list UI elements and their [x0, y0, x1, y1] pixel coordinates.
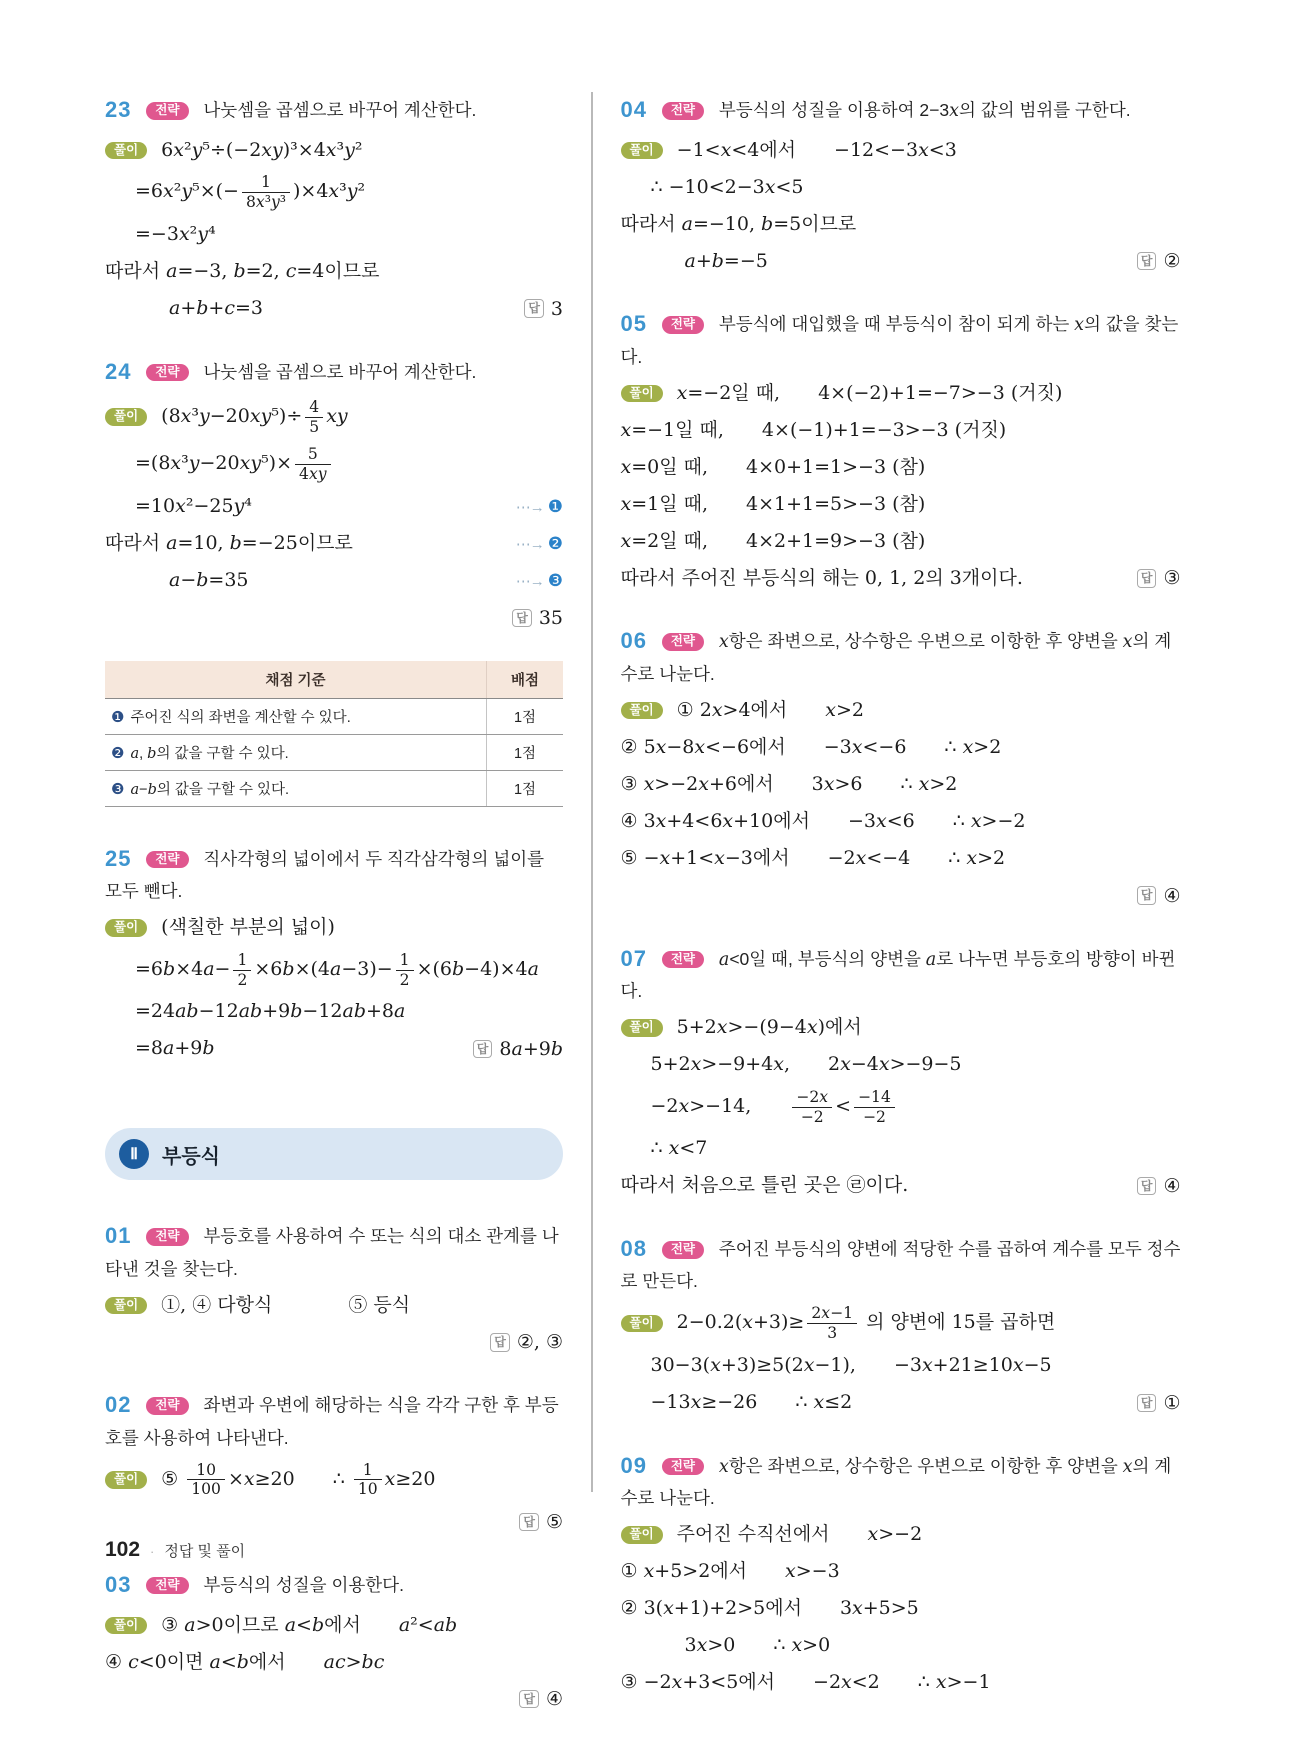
- problem-24: [105, 354, 563, 807]
- solution-badge: 풀이: [105, 919, 147, 937]
- solution-line: [621, 1050, 1181, 1080]
- step-3-badge: ❸: [547, 571, 563, 591]
- strategy-text: 부등식의 성질을 이용하여 2−3x의 값의 범위를 구한다.: [718, 100, 1131, 121]
- answer: [503, 1688, 563, 1710]
- solution-line: [105, 1610, 563, 1640]
- answer-value: ②, ③: [516, 1331, 563, 1354]
- math-line: ⑤ −x+1<x−3에서 −2x<−4 ∴ x>2: [620, 846, 1006, 869]
- solution-badge: 풀이: [105, 408, 147, 426]
- math-line: x=−1일 때, 4×(−1)+1=−3>−3 (거짓): [620, 418, 1007, 441]
- math-line: =−3x²y⁴: [135, 222, 216, 245]
- answer-line: [105, 1684, 563, 1714]
- dashed-arrow-icon: ⋯→: [515, 535, 544, 553]
- problem-number: 08: [620, 1236, 647, 1262]
- answer-value: ③: [1163, 567, 1181, 590]
- math-line: ③ a>0이므로 a<b에서 a²<ab: [161, 1613, 458, 1636]
- problem-23: [105, 92, 563, 324]
- problem-03: [105, 1567, 563, 1714]
- solution-line: [105, 257, 563, 287]
- math-line: =(8x³y−20xy⁵)× $\frac{5}{4xy}$: [135, 444, 334, 484]
- math-line: ③ −2x+3<5에서 −2x<2 ∴ x>−1: [620, 1671, 991, 1694]
- strategy-badge: 전략: [146, 364, 188, 382]
- solution-line: [621, 378, 1181, 408]
- answer: [1121, 567, 1181, 589]
- answer-line: [105, 603, 563, 633]
- solution-line: [105, 444, 563, 484]
- solution-line: [621, 415, 1181, 445]
- solution-line: [621, 1631, 1181, 1661]
- problem-header: [105, 354, 563, 390]
- strategy-badge: 전략: [662, 102, 704, 120]
- strategy-text: 직사각형의 넓이에서 두 직각삼각형의 넓이를 모두 뺀다.: [105, 848, 545, 902]
- answer-line: [105, 1327, 563, 1357]
- math-line: (색칠한 부분의 넓이): [161, 916, 335, 939]
- math-line: ④ 3x+4<6x+10에서 −3x<6 ∴ x>−2: [620, 809, 1026, 832]
- solution-line: [105, 913, 563, 943]
- solution-line: [621, 807, 1181, 837]
- solution-badge: 풀이: [105, 1471, 147, 1489]
- solution-line: [621, 209, 1181, 239]
- answer-chip: 답: [1137, 569, 1157, 587]
- score-table-header-row: [105, 661, 563, 699]
- solution-line: [105, 529, 563, 559]
- problem-header: [105, 1387, 563, 1452]
- strategy-badge: 전략: [662, 316, 704, 334]
- step-1-badge: ❶: [547, 497, 563, 517]
- math-line: −13x≥−26 ∴ x≤2: [650, 1390, 853, 1413]
- math-line: ② 3(x+1)+2>5에서 3x+5>5: [620, 1597, 919, 1620]
- problem-number: 05: [620, 311, 647, 337]
- score-table: [105, 661, 563, 807]
- solution-line: [621, 1013, 1181, 1043]
- solution-line: [105, 220, 563, 250]
- strategy-text: 부등식의 성질을 이용한다.: [203, 1574, 404, 1595]
- answer-value: 35: [538, 606, 563, 629]
- criteria-text: a−b의 값을 구할 수 있다.: [130, 781, 290, 798]
- solution-badge: 풀이: [621, 1019, 663, 1037]
- strategy-badge: 전략: [146, 1577, 188, 1595]
- math-line: ⑤ $\frac{10}{100}$ ×x≥20 ∴ $\frac{1}{10}$ x≥20: [161, 1460, 436, 1499]
- page-footer: [105, 1538, 245, 1562]
- solution-line: [105, 294, 563, 324]
- problem-number: 04: [620, 97, 647, 122]
- solution-line: [621, 526, 1181, 556]
- math-line: ④ c<0이면 a<b에서 ac>bc: [105, 1650, 385, 1673]
- strategy-text: 부등호를 사용하여 수 또는 식의 대소 관계를 나타낸 것을 찾는다.: [105, 1226, 559, 1279]
- solution-line: [621, 1594, 1181, 1624]
- points-value: 1점: [487, 698, 564, 734]
- answer-value: ④: [1163, 884, 1181, 907]
- answer: [1121, 1392, 1181, 1414]
- dashed-arrow-icon: ⋯→: [515, 572, 544, 590]
- answer-value: ①: [1163, 1391, 1181, 1414]
- footer-label: 정답 및 풀이: [164, 1543, 246, 1560]
- solution-line: [105, 1460, 563, 1500]
- problem-25: [105, 841, 563, 1065]
- solution-line: [105, 135, 563, 165]
- problem-header: [621, 941, 1181, 1006]
- step-mark: [516, 572, 563, 590]
- math-line: x=0일 때, 4×0+1=1>−3 (참): [620, 455, 926, 478]
- row-1-badge: ❶: [111, 708, 125, 726]
- answer: [1121, 885, 1181, 907]
- math-line: 2−0.2(x+3)≥ $\frac{2x-1}{3}$ 의 양변에 15를 곱하면: [676, 1304, 1056, 1343]
- criteria-header: 채점 기준: [105, 661, 487, 699]
- math-line: =6b×4a− $\frac{1}{2}$ ×6b×(4a−3)− $\frac{1}{2}$ ×(6b−4)×4a: [135, 950, 539, 989]
- solution-line: [621, 1668, 1181, 1698]
- solution-line: [621, 489, 1181, 519]
- solution-badge: 풀이: [621, 385, 663, 403]
- problem-number: 24: [105, 358, 132, 384]
- answer-chip: 답: [490, 1333, 510, 1351]
- problem-number: 01: [105, 1223, 132, 1249]
- solution-line: [621, 1134, 1181, 1164]
- row-2-badge: ❷: [111, 744, 125, 762]
- answer-value: ④: [545, 1688, 563, 1711]
- problem-header: [621, 306, 1181, 371]
- problem-header: [621, 92, 1181, 128]
- strategy-badge: 전략: [662, 951, 704, 969]
- problem-header: [621, 1231, 1181, 1296]
- math-line: x=−2일 때, 4×(−2)+1=−7>−3 (거짓): [676, 381, 1063, 404]
- solution-line: [621, 1520, 1181, 1550]
- problem-04: [621, 92, 1181, 276]
- solution-badge: 풀이: [105, 142, 147, 160]
- solution-badge: 풀이: [621, 1526, 663, 1544]
- answer: [457, 1038, 563, 1060]
- strategy-text: a<0일 때, 부등식의 양변을 a로 나누면 부등호의 방향이 바뀐다.: [620, 948, 1176, 1001]
- problem-number: 23: [105, 97, 132, 122]
- solution-line: [621, 1087, 1181, 1127]
- problem-01: [105, 1218, 563, 1357]
- problem-number: 09: [620, 1452, 647, 1478]
- math-line: x=2일 때, 4×2+1=9>−3 (참): [620, 529, 926, 552]
- answer-value: ④: [1163, 1175, 1181, 1198]
- section-banner: [105, 1128, 563, 1180]
- problem-08: [621, 1231, 1181, 1418]
- math-line: 5+2x>−9+4x, 2x−4x>−9−5: [650, 1053, 962, 1076]
- strategy-badge: 전략: [146, 851, 188, 869]
- table-row: [105, 698, 563, 734]
- math-line: 따라서 a=−10, b=5이므로: [620, 212, 857, 235]
- step-2-badge: ❷: [547, 534, 563, 554]
- solution-line: [621, 135, 1181, 165]
- strategy-badge: 전략: [662, 633, 704, 651]
- math-line: =6x²y⁵×(− $\frac{1}{\text{8x³y³}}$ )×4x³y²: [135, 173, 366, 211]
- math-line: 따라서 a=10, b=−25이므로: [105, 531, 353, 554]
- math-line: −1<x<4에서 −12<−3x<3: [676, 138, 957, 161]
- math-line: 6x²y⁵÷(−2xy)³×4x³y²: [161, 138, 363, 161]
- answer-chip: 답: [1137, 252, 1157, 270]
- math-line: 따라서 주어진 부등식의 해는 0, 1, 2의 3개이다.: [620, 566, 1023, 589]
- strategy-text: 나눗셈을 곱셈으로 바꾸어 계산한다.: [203, 100, 477, 120]
- math-line: ① x+5>2에서 x>−3: [620, 1560, 840, 1583]
- table-row: [105, 770, 563, 806]
- strategy-text: 나눗셈을 곱셈으로 바꾸어 계산한다.: [203, 361, 477, 382]
- answer: [474, 1331, 563, 1353]
- math-line: 따라서 처음으로 틀린 곳은 ㉣이다.: [620, 1174, 909, 1197]
- math-line: 30−3(x+3)≥5(2x−1), −3x+21≥10x−5: [650, 1353, 1052, 1376]
- strategy-badge: 전략: [662, 1241, 704, 1259]
- solution-line: [621, 733, 1181, 763]
- criteria-text: a, b의 값을 구할 수 있다.: [130, 745, 289, 762]
- math-line: ③ x>−2x+6에서 3x>6 ∴ x>2: [620, 772, 958, 795]
- math-line: ①, ④ 다항식 ⑤ 등식: [161, 1293, 411, 1316]
- solution-line: [621, 452, 1181, 482]
- problem-header: [105, 1567, 563, 1603]
- solution-line: [621, 1557, 1181, 1587]
- answer: [1121, 250, 1181, 272]
- problem-header: [105, 1218, 563, 1283]
- solution-line: [621, 1388, 1181, 1418]
- strategy-text: x항은 좌변으로, 상수항은 우변으로 이항한 후 양변을 x의 계수로 나눈다.: [620, 631, 1172, 684]
- solution-line: [105, 1034, 563, 1064]
- math-line: a+b=−5: [684, 249, 768, 272]
- strategy-text: x항은 좌변으로, 상수항은 우변으로 이항한 후 양변을 x의 계수로 나눈다.: [620, 1455, 1172, 1509]
- problem-header: [621, 623, 1181, 688]
- math-line: a+b+c=3: [169, 296, 264, 319]
- solution-line: [621, 844, 1181, 874]
- solution-line: [105, 1290, 563, 1320]
- math-line: x=1일 때, 4×1+1=5>−3 (참): [620, 492, 926, 515]
- solution-badge: 풀이: [105, 1297, 147, 1315]
- answer-chip: 답: [1137, 1177, 1157, 1195]
- solution-badge: 풀이: [621, 1315, 663, 1333]
- strategy-text: 주어진 부등식의 양변에 적당한 수를 곱하여 계수를 모두 정수로 만든다.: [620, 1239, 1181, 1292]
- problem-number: 07: [620, 945, 647, 971]
- math-line: 5+2x>−(9−4x)에서: [676, 1016, 862, 1039]
- answer-chip: 답: [512, 609, 532, 627]
- problem-09: [621, 1448, 1181, 1698]
- problem-header: [105, 841, 563, 906]
- page-body: [105, 92, 1181, 1744]
- answer: [503, 1511, 563, 1533]
- left-column: [105, 92, 563, 1744]
- answer-value: ⑤: [545, 1510, 563, 1533]
- math-line: 주어진 수직선에서 x>−2: [676, 1523, 923, 1546]
- step-mark: [516, 535, 563, 553]
- points-value: 1점: [487, 734, 564, 770]
- solution-line: [105, 950, 563, 990]
- strategy-text: 좌변과 우변에 해당하는 식을 각각 구한 후 부등호를 사용하여 나타낸다.: [105, 1395, 559, 1448]
- strategy-badge: 전략: [146, 102, 188, 120]
- answer-value: 3: [550, 297, 563, 320]
- solution-line: [621, 770, 1181, 800]
- answer: [1121, 1175, 1181, 1197]
- math-line: a−b=35: [169, 568, 249, 591]
- math-line: =10x²−25y⁴: [135, 494, 252, 517]
- math-line: ∴ −10<2−3x<5: [650, 175, 804, 198]
- solution-line: [621, 1171, 1181, 1201]
- problem-header: [621, 1448, 1181, 1513]
- strategy-badge: 전략: [662, 1458, 704, 1476]
- answer-chip: 답: [1137, 1394, 1157, 1412]
- solution-line: [621, 1303, 1181, 1343]
- solution-line: [105, 997, 563, 1027]
- math-line: 따라서 a=−3, b=2, c=4이므로: [105, 259, 380, 282]
- problem-number: 02: [105, 1392, 132, 1418]
- solution-line: [105, 172, 563, 212]
- strategy-text: 부등식에 대입했을 때 부등식이 참이 되게 하는 x의 값을 찾는다.: [620, 314, 1179, 367]
- answer-chip: 답: [519, 1513, 539, 1531]
- answer-value: 8a+9b: [499, 1038, 563, 1061]
- dashed-arrow-icon: ⋯→: [515, 498, 544, 516]
- strategy-badge: 전략: [146, 1397, 188, 1415]
- strategy-badge: 전략: [146, 1228, 188, 1246]
- math-line: ∴ x<7: [650, 1137, 708, 1160]
- solution-badge: 풀이: [621, 142, 663, 160]
- problem-number: 06: [620, 628, 647, 654]
- answer-chip: 답: [524, 299, 544, 317]
- answer-chip: 답: [473, 1040, 493, 1058]
- solution-badge: 풀이: [105, 1617, 147, 1635]
- footer-separator: ·: [150, 1544, 155, 1559]
- page-number: 102: [105, 1538, 141, 1561]
- solution-badge: 풀이: [621, 702, 663, 720]
- math-line: =8a+9b: [135, 1037, 215, 1060]
- problem-header: [105, 92, 563, 128]
- problem-number: 03: [105, 1571, 132, 1597]
- math-line: −2x>−14, $\frac{-2x}{-2}$ < $\frac{-14}{-2}$: [651, 1087, 898, 1127]
- right-column: [621, 92, 1181, 1744]
- row-3-badge: ❸: [111, 780, 125, 798]
- solution-line: [105, 492, 563, 522]
- section-numeral-badge: Ⅱ: [119, 1139, 149, 1169]
- column-divider: [591, 92, 593, 1492]
- solution-line: [621, 172, 1181, 202]
- table-row: [105, 734, 563, 770]
- solution-line: [621, 563, 1181, 593]
- answer-chip: 답: [1137, 886, 1157, 904]
- problem-number: 25: [105, 845, 132, 871]
- solution-line: [105, 1647, 563, 1677]
- criteria-text: 주어진 식의 좌변을 계산할 수 있다.: [130, 709, 351, 726]
- points-header: 배점: [487, 661, 564, 699]
- solution-line: [621, 1351, 1181, 1381]
- problem-06: [621, 623, 1181, 910]
- answer-line: [105, 1507, 563, 1537]
- step-mark: [516, 498, 563, 516]
- math-line: (8x³y−20xy⁵)÷ $\frac{4}{5}$ xy: [161, 397, 348, 436]
- solution-line: [105, 397, 563, 437]
- answer-value: ②: [1163, 250, 1181, 273]
- answer: [508, 298, 563, 320]
- math-line: =24ab−12ab+9b−12ab+8a: [135, 1000, 406, 1023]
- solution-line: [105, 566, 563, 596]
- solution-line: [621, 246, 1181, 276]
- answer: [496, 607, 563, 629]
- section-title: 부등식: [162, 1145, 220, 1168]
- solution-line: [621, 696, 1181, 726]
- problem-02: [105, 1387, 563, 1537]
- problem-05: [621, 306, 1181, 593]
- math-line: ① 2x>4에서 x>2: [676, 698, 864, 721]
- answer-line: [621, 881, 1181, 911]
- answer-chip: 답: [519, 1690, 539, 1708]
- points-value: 1점: [487, 770, 564, 806]
- problem-07: [621, 941, 1181, 1202]
- math-line: ② 5x−8x<−6에서 −3x<−6 ∴ x>2: [620, 735, 1002, 758]
- math-line: 3x>0 ∴ x>0: [684, 1634, 831, 1657]
